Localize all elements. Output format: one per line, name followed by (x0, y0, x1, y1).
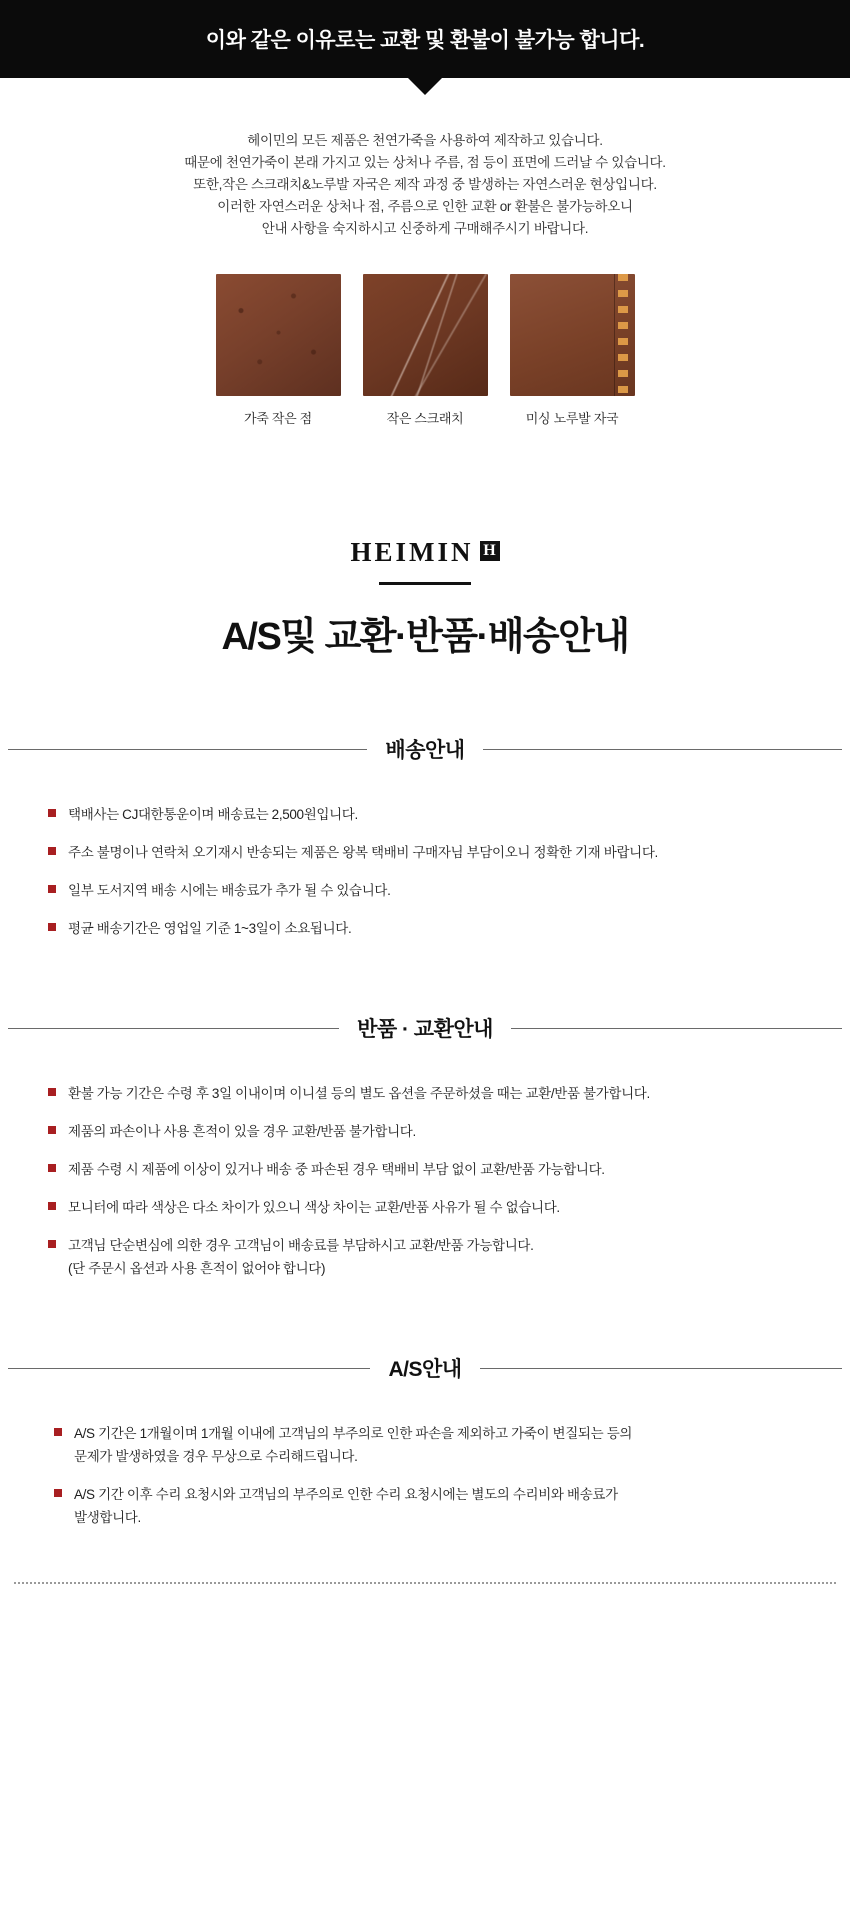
page-title: A/S및 교환·반품·배송안내 (221, 616, 629, 658)
section-return-exchange (0, 1013, 850, 1279)
list-item-subtext: (단 주문시 옵션과 사용 흔적이 없어야 합니다) (68, 1261, 326, 1276)
list-item-text: 일부 도서지역 배송 시에는 배송료가 추가 될 수 있습니다. (68, 883, 391, 898)
section-heading (0, 1013, 850, 1043)
banner-arrow-icon (408, 78, 442, 95)
section-heading (0, 1353, 850, 1383)
list-item-text: 평균 배송기간은 영업일 기준 1~3일이 소요됩니다. (68, 921, 352, 936)
bullet-square-icon (54, 1428, 62, 1436)
list-item (68, 1121, 810, 1142)
list-item (68, 1197, 810, 1218)
leather-sample-item (363, 274, 488, 427)
brand-logo (350, 537, 499, 568)
list-item-text: 택배사는 CJ대한통운이며 배송료는 2,500원입니다. (68, 807, 358, 822)
list-item (68, 1235, 810, 1279)
notice-banner (0, 0, 850, 78)
bullet-square-icon (48, 885, 56, 893)
list-item-text: 고객님 단순변심에 의한 경우 고객님이 배송료를 부담하시고 교환/반품 가능합니다. (68, 1238, 534, 1253)
leather-sample-item (216, 274, 341, 427)
brand-mark-icon: H (480, 541, 500, 561)
notice-banner-text: 이와 같은 이유로는 교환 및 환불이 불가능 합니다. (205, 29, 645, 52)
bullet-square-icon (48, 1164, 56, 1172)
brand-logo-text: HEIMIN (350, 537, 474, 567)
bullet-square-icon (48, 1202, 56, 1210)
list-item-text: 환불 가능 기간은 수령 후 3일 이내이며 이니셜 등의 별도 옵션을 주문하셨을 때는 교환/반품 불가합니다. (68, 1086, 650, 1101)
leather-presser-foot-sample-icon (510, 274, 635, 396)
bullet-square-icon (48, 809, 56, 817)
leather-dot-sample-icon (216, 274, 341, 396)
intro-line-1: 헤이민의 모든 제품은 천연가죽을 사용하여 제작하고 있습니다. (247, 133, 603, 148)
list-item (68, 804, 810, 825)
leather-sample-item (510, 274, 635, 427)
intro-line-3: 또한,작은 스크래치&노루발 자국은 제작 과정 중 발생하는 자연스러운 현상입니다. (193, 177, 657, 192)
heading-rule-left (8, 1368, 370, 1369)
as-bullet-list (0, 1423, 850, 1528)
heading-rule-right (511, 1028, 842, 1029)
section-title: 배송안내 (385, 739, 465, 762)
leather-sample-gallery (0, 274, 850, 427)
list-item-text: A/S 기간은 1개월이며 1개월 이내에 고객님의 부주의로 인한 파손을 제외하고 가죽이 변질되는 등의 (74, 1426, 633, 1441)
list-item (68, 1159, 810, 1180)
list-item (68, 880, 810, 901)
list-item (68, 918, 810, 939)
brand-divider (379, 582, 471, 585)
bullet-square-icon (48, 1088, 56, 1096)
intro-line-4: 이러한 자연스러운 상처나 점, 주름으로 인한 교환 or 환불은 불가능하오니 (217, 199, 633, 214)
list-item-text: 제품의 파손이나 사용 흔적이 있을 경우 교환/반품 불가합니다. (68, 1124, 416, 1139)
heading-rule-left (8, 1028, 339, 1029)
list-item-subtext: 문제가 발생하였을 경우 무상으로 수리해드립니다. (74, 1449, 358, 1464)
section-shipping (0, 734, 850, 939)
intro-line-2: 때문에 천연가죽이 본래 가지고 있는 상처나 주름, 점 등이 표면에 드러날 수 있습니다. (184, 155, 666, 170)
list-item-text: 제품 수령 시 제품에 이상이 있거나 배송 중 파손된 경우 택배비 부담 없이 교환/반품 가능합니다. (68, 1162, 605, 1177)
list-item-text: 모니터에 따라 색상은 다소 차이가 있으니 색상 차이는 교환/반품 사유가 될 수 없습니다. (68, 1200, 560, 1215)
heading-rule-right (483, 749, 842, 750)
leather-sample-caption: 가죽 작은 점 (244, 411, 312, 426)
bullet-square-icon (48, 1126, 56, 1134)
list-item (74, 1423, 810, 1467)
bullet-square-icon (54, 1489, 62, 1497)
section-heading (0, 734, 850, 764)
list-item (68, 1083, 810, 1104)
leather-sample-caption: 작은 스크래치 (386, 411, 464, 426)
leather-scratch-sample-icon (363, 274, 488, 396)
list-item-text: A/S 기간 이후 수리 요청시와 고객님의 부주의로 인한 수리 요청시에는 별도의 수리비와 배송료가 (74, 1487, 618, 1502)
leather-sample-caption: 미싱 노루발 자국 (525, 411, 619, 426)
bullet-square-icon (48, 847, 56, 855)
list-item (68, 842, 810, 863)
intro-line-5: 안내 사항을 숙지하시고 신중하게 구매해주시기 바랍니다. (261, 221, 589, 236)
return-bullet-list (0, 1083, 850, 1279)
section-after-service (0, 1353, 850, 1528)
bullet-square-icon (48, 923, 56, 931)
intro-paragraph (0, 130, 850, 240)
heading-rule-left (8, 749, 367, 750)
section-title: 반품 · 교환안내 (357, 1018, 493, 1041)
section-title: A/S안내 (388, 1358, 462, 1381)
bullet-square-icon (48, 1240, 56, 1248)
page-bottom-spacer (0, 1584, 850, 1658)
heading-rule-right (480, 1368, 842, 1369)
shipping-bullet-list (0, 804, 850, 939)
list-item (74, 1484, 810, 1528)
list-item-text: 주소 불명이나 연락처 오기재시 반송되는 제품은 왕복 택배비 구매자님 부담이오니 정확한 기재 바랍니다. (68, 845, 658, 860)
list-item-subtext: 발생합니다. (74, 1510, 141, 1525)
brand-block (0, 537, 850, 660)
